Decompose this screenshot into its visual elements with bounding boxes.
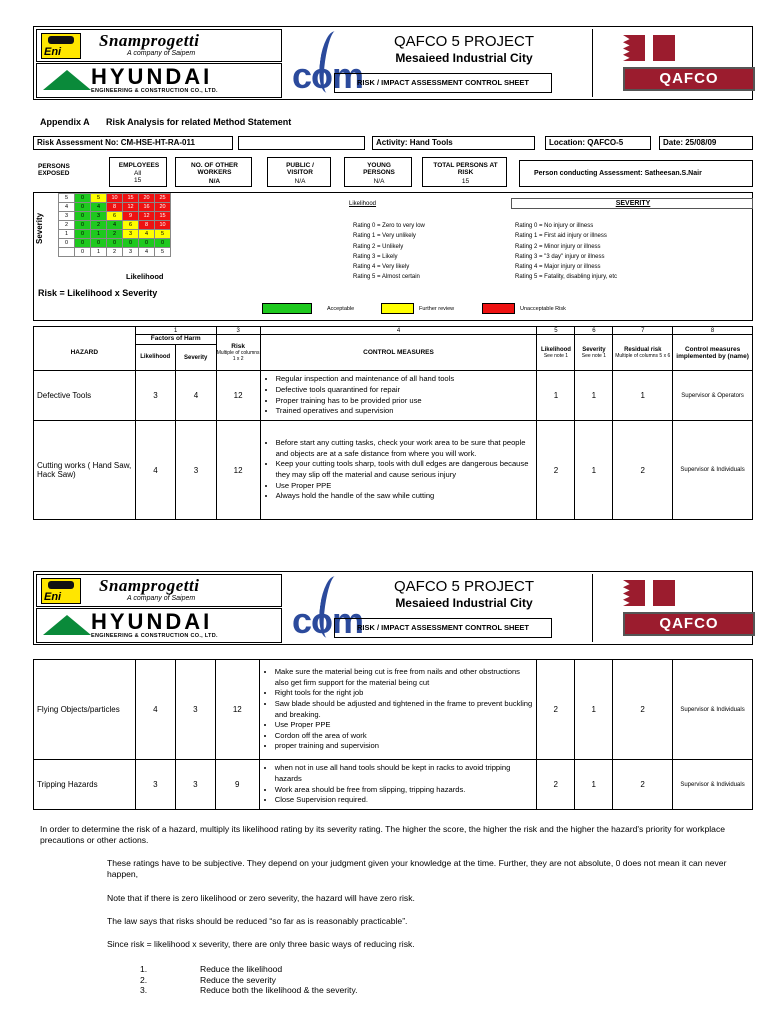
- matrix-cell: 3: [123, 248, 139, 257]
- risk-table-1: [33, 326, 753, 520]
- risk-table-2: [33, 659, 753, 810]
- matrix-cell: 6: [107, 212, 123, 221]
- qatar-flag-icon: [623, 35, 645, 61]
- activity-box: [372, 136, 535, 150]
- matrix-cell: 0: [75, 230, 91, 239]
- snamprogetti-logo: [36, 29, 282, 62]
- sheet-title: RISK / IMPACT ASSESSMENT CONTROL SHEET: [334, 73, 552, 93]
- cell-hazard: Flying Objects/particles: [34, 660, 136, 760]
- list-text: Reduce both the likelihood & the severity.: [200, 985, 358, 995]
- control-measure-item: • Cordon off the area of work: [275, 731, 534, 742]
- snamprogetti-subtitle-2: A company of Saipem: [127, 595, 196, 602]
- young-value: N/A: [373, 178, 385, 185]
- appendix-label: Appendix A: [40, 117, 90, 127]
- cell-rr: 2: [613, 760, 673, 810]
- likelihood-axis-label: Likelihood: [126, 272, 164, 281]
- sheet-title-2: RISK / IMPACT ASSESSMENT CONTROL SHEET: [334, 618, 552, 638]
- matrix-cell: 12: [123, 203, 139, 212]
- matrix-cell: 6: [123, 221, 139, 230]
- com-logo-2: com: [292, 600, 364, 641]
- location-box: [545, 136, 651, 150]
- hyundai-text: HYUNDAI: [91, 64, 213, 89]
- cell-s2: 1: [575, 760, 613, 810]
- other-workers-value: N/A: [208, 178, 221, 185]
- table-row: [34, 421, 753, 520]
- matrix-cell: 4: [107, 221, 123, 230]
- control-measure-item: • Use Proper PPE: [275, 720, 534, 731]
- ra-number: Risk Assessment No: CM-HSE-HT-RA-011: [37, 138, 195, 147]
- likelihood-ratings-item: Rating 5 = Almost certain: [353, 274, 420, 281]
- matrix-cell: 12: [139, 212, 155, 221]
- legend-acceptable: Acceptable: [327, 306, 355, 312]
- col-num-5: 5: [537, 327, 575, 335]
- hyundai-subtitle: ENGINEERING & CONSTRUCTION CO., LTD.: [91, 88, 218, 94]
- likelihood-ratings-item: Rating 1 = Very unlikely: [353, 233, 416, 240]
- cell-s: 3: [176, 421, 217, 520]
- list-text: Reduce the severity: [200, 974, 276, 985]
- list-text: Reduce the likelihood: [200, 964, 283, 974]
- cell-l2: 2: [537, 421, 575, 520]
- activity: Activity: Hand Tools: [376, 138, 453, 147]
- snamprogetti-text-2: Snamprogetti: [99, 576, 200, 595]
- severity-ratings-item: Rating 2 = Minor injury or illness: [515, 243, 601, 250]
- legend-green-swatch: [262, 303, 312, 314]
- cell-r: 12: [216, 421, 260, 520]
- matrix-cell: 0: [139, 239, 155, 248]
- severity-ratings: [515, 221, 617, 283]
- qafco-logo: [592, 29, 752, 97]
- note-paragraph-5: Since risk = likelihood x severity, there are only three basic ways of reducing risk.: [107, 939, 415, 949]
- employees-value-1: All: [134, 170, 142, 177]
- control-measure-item: • Before start any cutting tasks, check your work area to be sure that people and objects are at a safe distance from where you will work.: [276, 438, 534, 459]
- cell-hazard: Tripping Hazards: [34, 760, 136, 810]
- likelihood-ratings-item: Rating 4 = Very likely: [353, 264, 410, 271]
- matrix-cell: 1: [59, 230, 75, 239]
- project-city-2: Mesaieed Industrial City: [395, 596, 533, 610]
- list-number: 1.: [140, 964, 148, 974]
- total-box: [422, 157, 507, 187]
- persons-exposed-label: PERSONS EXPOSED: [38, 163, 70, 178]
- qatar-flag-band-icon: [653, 580, 675, 606]
- control-measure-item: • Always hold the handle of the saw while cutting: [276, 491, 534, 502]
- qafco-text-2: QAFCO: [625, 614, 753, 634]
- matrix-cell: 0: [75, 194, 91, 203]
- severity-ratings-item: Rating 4 = Major injury or illness: [515, 264, 601, 271]
- qafco-logo-2: [592, 574, 752, 642]
- cell-s2: 1: [575, 421, 613, 520]
- cell-s2: 1: [575, 660, 613, 760]
- matrix-cell: 4: [91, 203, 107, 212]
- control-measures: [259, 760, 537, 810]
- control-measure-item: • Trained operatives and supervision: [276, 406, 534, 417]
- note-paragraph-4: The law says that risks should be reduced “so far as is reasonably practicable”.: [107, 916, 408, 926]
- control-measure-item: • Right tools for the right job: [275, 688, 534, 699]
- cell-by: Supervisor & Individuals: [673, 660, 753, 760]
- matrix-cell: 15: [123, 194, 139, 203]
- cell-s2: 1: [575, 371, 613, 421]
- matrix-cell: 5: [155, 230, 171, 239]
- matrix-cell: 1: [91, 248, 107, 257]
- control-measure-item: • Close Supervision required.: [275, 795, 534, 806]
- control-measure-item: • Regular inspection and maintenance of all hand tools: [276, 374, 534, 385]
- hyundai-text-2: HYUNDAI: [91, 609, 213, 634]
- risk-matrix: [58, 193, 171, 257]
- cell-by: Supervisor & Individuals: [673, 760, 753, 810]
- table-row: [34, 660, 753, 760]
- matrix-cell: 5: [59, 194, 75, 203]
- matrix-cell: 0: [75, 221, 91, 230]
- severity-heading-box: [511, 198, 753, 209]
- matrix-cell: [59, 248, 75, 257]
- matrix-cell: 10: [155, 221, 171, 230]
- matrix-cell: 16: [139, 203, 155, 212]
- legend-further-review: Further review: [419, 306, 455, 312]
- com-logo: com: [292, 55, 364, 96]
- matrix-cell: 1: [91, 230, 107, 239]
- cell-by: Supervisor & Operators: [673, 371, 753, 421]
- project-title-2: QAFCO 5 PROJECT: [393, 578, 535, 595]
- matrix-cell: 10: [107, 194, 123, 203]
- col-num-6: 6: [575, 327, 613, 335]
- control-measure-item: • when not in use all hand tools should be kept in racks to avoid tripping hazards: [275, 763, 534, 784]
- severity2-header: Severity: [582, 346, 606, 353]
- matrix-cell: 5: [91, 194, 107, 203]
- legend-unacceptable: Unacceptable Risk: [520, 306, 566, 312]
- matrix-cell: 4: [139, 248, 155, 257]
- list-number: 2.: [140, 974, 148, 985]
- control-measure-item: • Use Proper PPE: [276, 481, 534, 492]
- cell-rr: 2: [613, 660, 673, 760]
- snamprogetti-text: Snamprogetti: [99, 31, 200, 50]
- severity2-sub: See note 1: [581, 352, 606, 359]
- total-label: TOTAL PERSONS AT RISK: [433, 162, 498, 177]
- legend-red-swatch: [482, 303, 515, 314]
- eni-logo: [41, 33, 81, 59]
- severity-ratings-item: Rating 5 = Fatality, disabling injury, etc: [515, 274, 617, 281]
- assessor-box: [519, 160, 753, 187]
- matrix-cell: 9: [123, 212, 139, 221]
- matrix-cell: 8: [139, 221, 155, 230]
- likelihood-ratings-item: Rating 2 = Unlikely: [353, 243, 404, 250]
- cell-r: 12: [215, 660, 259, 760]
- eni-text-2: Eni: [44, 591, 62, 603]
- matrix-cell: 0: [75, 248, 91, 257]
- reduction-list: [140, 964, 358, 996]
- ra-number-box: [33, 136, 233, 150]
- hyundai-triangle-icon: [43, 615, 91, 635]
- young-box: [344, 157, 412, 187]
- implemented-header: Control measures implemented by (name): [673, 335, 753, 371]
- list-number: 3.: [140, 985, 148, 995]
- matrix-cell: 0: [107, 239, 123, 248]
- other-workers-label: NO. OF OTHER WORKERS: [191, 162, 238, 177]
- date: Date: 25/08/09: [663, 138, 717, 147]
- risk-header: Risk: [231, 343, 245, 350]
- matrix-cell: 20: [139, 194, 155, 203]
- severity-ratings-item: Rating 3 = "3 day" injury or illness: [515, 253, 605, 260]
- hyundai-subtitle-2: ENGINEERING & CONSTRUCTION CO., LTD.: [91, 633, 218, 639]
- table-row: [34, 371, 753, 421]
- factors-header: Factors of Harm: [136, 335, 216, 345]
- matrix-cell: 3: [59, 212, 75, 221]
- matrix-cell: 2: [59, 221, 75, 230]
- matrix-cell: 8: [107, 203, 123, 212]
- risk-formula: Risk = Likelihood x Severity: [38, 288, 158, 298]
- location: Location: QAFCO-5: [549, 138, 624, 147]
- public-label: PUBLIC / VISITOR: [286, 162, 314, 177]
- public-box: [267, 157, 331, 187]
- page-header-2: [33, 571, 753, 645]
- matrix-cell: 3: [91, 212, 107, 221]
- other-workers-box: [175, 157, 252, 187]
- control-measure-item: • proper training and supervision: [275, 741, 534, 752]
- col-num-4: 4: [260, 327, 537, 335]
- matrix-cell: 2: [107, 230, 123, 239]
- employees-value-2: 15: [134, 177, 142, 184]
- control-measure-item: • Proper training has to be provided prior use: [276, 396, 534, 407]
- eni-logo-2: [41, 578, 81, 604]
- likelihood-ratings-item: Rating 0 = Zero to very low: [353, 223, 425, 229]
- matrix-cell: 4: [59, 203, 75, 212]
- six-legged-dog-icon: [48, 36, 74, 44]
- qatar-flag-band-icon: [653, 35, 675, 61]
- col-num-8: 8: [673, 327, 753, 335]
- qafco-text: QAFCO: [625, 69, 753, 89]
- hyundai-logo: [36, 63, 282, 98]
- control-measure-item: • Work area should be free from slipping, tripping hazards.: [275, 785, 534, 796]
- assessor: Person conducting Assessment: Satheesan.S.Nair: [534, 170, 702, 177]
- reduction-list-item: [140, 964, 358, 975]
- likelihood-ratings: [353, 221, 425, 283]
- severity-axis-label: Severity: [35, 212, 44, 244]
- matrix-cell: 0: [75, 212, 91, 221]
- public-value: N/A: [294, 178, 306, 185]
- control-measure-item: • Defective tools quarantined for repair: [276, 385, 534, 396]
- reduction-list-item: [140, 975, 358, 986]
- six-legged-dog-icon: [48, 581, 74, 589]
- likelihood2-sub: See note 1: [543, 352, 569, 359]
- matrix-cell: 0: [75, 203, 91, 212]
- residual-sub: Multiple of columns 5 x 6: [615, 352, 671, 359]
- cell-l: 4: [135, 421, 176, 520]
- cell-l2: 1: [537, 371, 575, 421]
- note-paragraph-2: These ratings have to be subjective. They depend on your judgment given your knowledge at the time. Further, they are not absolute, 0 does not mean it can never happen,: [107, 858, 727, 879]
- cell-l: 3: [135, 760, 175, 810]
- cell-l2: 2: [537, 660, 575, 760]
- control-measure-item: • Make sure the material being cut is free from nails and other obstructions also get firm support for the material being cut: [275, 667, 534, 688]
- matrix-cell: 0: [155, 239, 171, 248]
- matrix-cell: 0: [91, 239, 107, 248]
- young-label: YOUNG PERSONS: [363, 162, 395, 177]
- eni-text: Eni: [44, 46, 62, 58]
- cell-hazard: Defective Tools: [34, 371, 136, 421]
- legend-yellow-swatch: [381, 303, 414, 314]
- qatar-flag-icon: [623, 580, 645, 606]
- page-header: [33, 26, 753, 100]
- note-paragraph-3: Note that if there is zero likelihood or zero severity, the hazard will have zero risk.: [107, 893, 415, 903]
- matrix-cell: 4: [139, 230, 155, 239]
- date-box: [659, 136, 753, 150]
- matrix-cell: 2: [107, 248, 123, 257]
- appendix-title: Risk Analysis for related Method Statement: [106, 117, 292, 127]
- cell-l2: 2: [537, 760, 575, 810]
- total-value: 15: [461, 178, 470, 185]
- note-paragraph-1: In order to determine the risk of a hazard, multiply its likelihood rating by its severity rating. The higher the score, the higher the risk and the higher the hazard's priority for workplace precautions or other actions.: [40, 824, 726, 845]
- cell-by: Supervisor & Individuals: [673, 421, 753, 520]
- control-measures: [260, 421, 537, 520]
- likelihood-ratings-heading: Likelihood: [349, 201, 377, 207]
- cell-l: 4: [135, 660, 175, 760]
- cell-r: 9: [215, 760, 259, 810]
- severity-ratings-item: Rating 0 = No injury or illness: [515, 223, 594, 229]
- matrix-cell: 0: [59, 239, 75, 248]
- cell-s: 3: [175, 760, 215, 810]
- risk-header-sub: Multiple of columns 1 x 2: [216, 350, 260, 362]
- project-title: QAFCO 5 PROJECT: [393, 33, 535, 50]
- matrix-cell: 2: [91, 221, 107, 230]
- matrix-cell: 5: [155, 248, 171, 257]
- control-header: CONTROL MEASURES: [260, 335, 537, 371]
- matrix-cell: 0: [123, 239, 139, 248]
- likelihood2-header: Likelihood: [540, 346, 571, 353]
- snamprogetti-logo-2: [36, 574, 282, 607]
- control-measures: [260, 371, 537, 421]
- cell-rr: 2: [613, 421, 673, 520]
- col-num-7: 7: [613, 327, 673, 335]
- matrix-cell: 0: [75, 239, 91, 248]
- cell-l: 3: [135, 371, 176, 421]
- cell-r: 12: [216, 371, 260, 421]
- likelihood-header: Likelihood: [136, 345, 176, 370]
- matrix-cell: 20: [155, 203, 171, 212]
- table-row: [34, 760, 753, 810]
- cell-hazard: Cutting works ( Hand Saw, Hack Saw): [34, 421, 136, 520]
- control-measures: [259, 660, 537, 760]
- employees-box: [109, 157, 167, 187]
- residual-header: Residual risk: [624, 346, 662, 353]
- cell-rr: 1: [613, 371, 673, 421]
- employees-label: EMPLOYEES: [118, 162, 160, 169]
- cell-s: 3: [175, 660, 215, 760]
- hyundai-triangle-icon: [43, 70, 91, 90]
- matrix-cell: 15: [155, 212, 171, 221]
- matrix-cell: 3: [123, 230, 139, 239]
- severity-ratings-heading: SEVERITY: [615, 200, 651, 207]
- cell-s: 4: [176, 371, 217, 421]
- snamprogetti-subtitle: A company of Saipem: [127, 50, 196, 57]
- blank-info-box: [238, 136, 365, 150]
- hazard-header: HAZARD: [34, 335, 136, 371]
- reduction-list-item: [140, 985, 358, 996]
- col-num-3: 3: [216, 327, 260, 335]
- severity-header: Severity: [184, 354, 208, 361]
- control-measure-item: • Keep your cutting tools sharp, tools with dull edges are dangerous because they may slip off the material and cause serious injury: [276, 459, 534, 480]
- control-measure-item: • Saw blade should be adjusted and tightened in the frame to prevent buckling and breaking.: [275, 699, 534, 720]
- col-num-1: 1: [135, 327, 216, 335]
- likelihood-ratings-item: Rating 3 = Likely: [353, 253, 398, 260]
- hyundai-logo-2: [36, 608, 282, 643]
- severity-ratings-item: Rating 1 = First aid injury or illness: [515, 233, 607, 240]
- matrix-cell: 25: [155, 194, 171, 203]
- project-city: Mesaieed Industrial City: [395, 51, 533, 65]
